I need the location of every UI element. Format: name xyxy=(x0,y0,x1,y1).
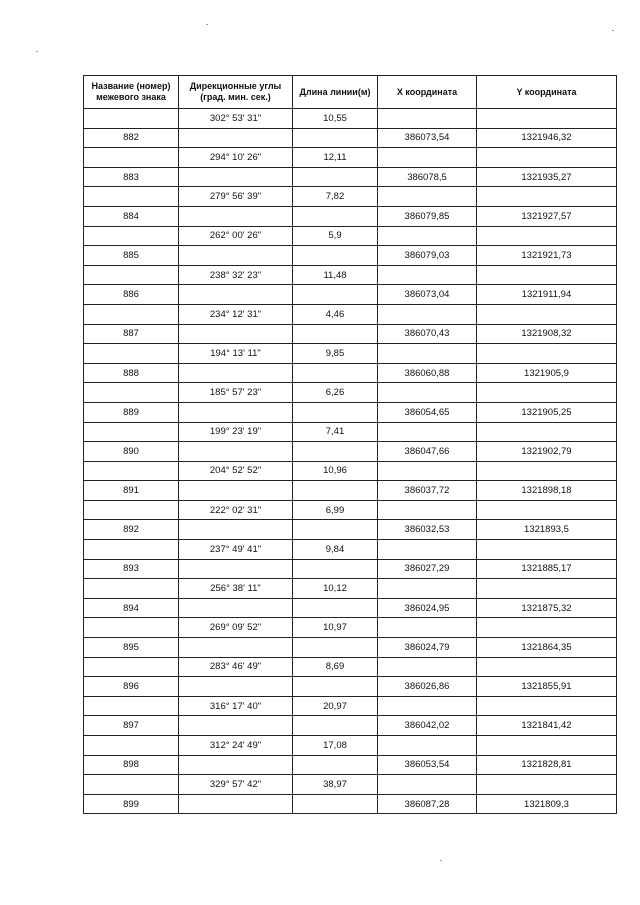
cell-marker-name: 895 xyxy=(84,638,179,658)
cell-y-coordinate xyxy=(477,422,617,442)
cell-line-length: 38,97 xyxy=(293,775,378,795)
cell-y-coordinate: 1321893,5 xyxy=(477,520,617,540)
cell-marker-name: 889 xyxy=(84,402,179,422)
cell-line-length xyxy=(293,638,378,658)
cell-line-length xyxy=(293,755,378,775)
cell-x-coordinate xyxy=(378,540,477,560)
cell-line-length xyxy=(293,167,378,187)
cell-x-coordinate: 386032,53 xyxy=(378,520,477,540)
cell-marker-name: 885 xyxy=(84,246,179,266)
cell-line-length xyxy=(293,324,378,344)
cell-line-length xyxy=(293,285,378,305)
cell-bearing: 329° 57' 42" xyxy=(179,775,293,795)
cell-line-length xyxy=(293,559,378,579)
cell-marker-name xyxy=(84,265,179,285)
cell-line-length: 10,55 xyxy=(293,109,378,129)
cell-marker-name: 890 xyxy=(84,442,179,462)
table-row xyxy=(84,618,617,638)
cell-bearing xyxy=(179,402,293,422)
cell-y-coordinate xyxy=(477,187,617,207)
cell-y-coordinate xyxy=(477,540,617,560)
cell-bearing: 316° 17' 40" xyxy=(179,696,293,716)
cell-bearing: 185° 57' 23" xyxy=(179,383,293,403)
table-row xyxy=(84,344,617,364)
cell-x-coordinate: 386024,79 xyxy=(378,638,477,658)
cell-line-length: 10,97 xyxy=(293,618,378,638)
cell-y-coordinate: 1321911,94 xyxy=(477,285,617,305)
table-row xyxy=(84,167,617,187)
cell-bearing: 237° 49' 41" xyxy=(179,540,293,560)
table-row xyxy=(84,206,617,226)
cell-bearing xyxy=(179,206,293,226)
header-marker-name: Название (номер) межевого знака xyxy=(84,76,179,109)
cell-line-length xyxy=(293,598,378,618)
scan-speck xyxy=(36,51,38,52)
table-row xyxy=(84,324,617,344)
cell-y-coordinate: 1321898,18 xyxy=(477,481,617,501)
table-row xyxy=(84,442,617,462)
cell-line-length: 20,97 xyxy=(293,696,378,716)
table-row xyxy=(84,304,617,324)
cell-x-coordinate xyxy=(378,775,477,795)
cell-y-coordinate xyxy=(477,226,617,246)
cell-bearing xyxy=(179,716,293,736)
cell-bearing: 262° 00' 26" xyxy=(179,226,293,246)
cell-line-length: 6,26 xyxy=(293,383,378,403)
cell-line-length xyxy=(293,246,378,266)
cell-y-coordinate xyxy=(477,383,617,403)
cell-x-coordinate: 386060,88 xyxy=(378,363,477,383)
cell-y-coordinate: 1321946,32 xyxy=(477,128,617,148)
cell-marker-name: 882 xyxy=(84,128,179,148)
cell-line-length: 8,69 xyxy=(293,657,378,677)
table-row xyxy=(84,500,617,520)
cell-marker-name xyxy=(84,226,179,246)
cell-bearing xyxy=(179,520,293,540)
cell-x-coordinate: 386079,03 xyxy=(378,246,477,266)
cell-bearing: 222° 02' 31" xyxy=(179,500,293,520)
cell-marker-name xyxy=(84,696,179,716)
table-row xyxy=(84,638,617,658)
header-y-coordinate: Y координата xyxy=(477,76,617,109)
cell-marker-name: 899 xyxy=(84,794,179,814)
cell-marker-name xyxy=(84,109,179,129)
cell-x-coordinate: 386037,72 xyxy=(378,481,477,501)
cell-line-length: 7,82 xyxy=(293,187,378,207)
table-row xyxy=(84,285,617,305)
cell-line-length xyxy=(293,481,378,501)
cell-x-coordinate: 386070,43 xyxy=(378,324,477,344)
cell-x-coordinate xyxy=(378,618,477,638)
cell-x-coordinate xyxy=(378,461,477,481)
cell-bearing: 283° 46' 49" xyxy=(179,657,293,677)
table-row xyxy=(84,148,617,168)
cell-marker-name xyxy=(84,422,179,442)
cell-line-length: 9,85 xyxy=(293,344,378,364)
cell-line-length: 10,12 xyxy=(293,579,378,599)
cell-marker-name xyxy=(84,304,179,324)
scan-speck xyxy=(206,24,208,25)
cell-marker-name: 892 xyxy=(84,520,179,540)
cell-y-coordinate: 1321864,35 xyxy=(477,638,617,658)
cell-bearing: 199° 23' 19" xyxy=(179,422,293,442)
cell-line-length: 5,9 xyxy=(293,226,378,246)
cell-line-length xyxy=(293,794,378,814)
cell-y-coordinate: 1321828,81 xyxy=(477,755,617,775)
table-row xyxy=(84,677,617,697)
cell-y-coordinate: 1321885,17 xyxy=(477,559,617,579)
cell-line-length xyxy=(293,716,378,736)
cell-y-coordinate xyxy=(477,500,617,520)
cell-bearing: 294° 10' 26" xyxy=(179,148,293,168)
table-row xyxy=(84,755,617,775)
cell-marker-name: 897 xyxy=(84,716,179,736)
cell-marker-name xyxy=(84,344,179,364)
cell-marker-name xyxy=(84,187,179,207)
cell-line-length xyxy=(293,677,378,697)
cell-line-length xyxy=(293,402,378,422)
table-row xyxy=(84,736,617,756)
cell-marker-name: 891 xyxy=(84,481,179,501)
cell-bearing xyxy=(179,481,293,501)
table-row xyxy=(84,598,617,618)
cell-y-coordinate xyxy=(477,265,617,285)
cell-line-length: 6,99 xyxy=(293,500,378,520)
table-row xyxy=(84,794,617,814)
cell-y-coordinate xyxy=(477,148,617,168)
cell-marker-name xyxy=(84,579,179,599)
cell-bearing xyxy=(179,128,293,148)
cell-y-coordinate xyxy=(477,304,617,324)
header-line-length: Длина линии(м) xyxy=(293,76,378,109)
cell-bearing xyxy=(179,598,293,618)
table-row xyxy=(84,187,617,207)
cell-x-coordinate xyxy=(378,265,477,285)
cell-line-length: 17,08 xyxy=(293,736,378,756)
cell-y-coordinate xyxy=(477,579,617,599)
cell-x-coordinate xyxy=(378,500,477,520)
cell-x-coordinate xyxy=(378,696,477,716)
cell-bearing: 234° 12' 31" xyxy=(179,304,293,324)
cell-x-coordinate: 386026,86 xyxy=(378,677,477,697)
scan-speck xyxy=(612,30,614,31)
cell-y-coordinate: 1321921,73 xyxy=(477,246,617,266)
cell-x-coordinate: 386079,85 xyxy=(378,206,477,226)
cell-marker-name xyxy=(84,500,179,520)
cell-line-length xyxy=(293,442,378,462)
cell-x-coordinate xyxy=(378,109,477,129)
cell-bearing: 269° 09' 52" xyxy=(179,618,293,638)
cell-y-coordinate xyxy=(477,461,617,481)
cell-y-coordinate: 1321905,25 xyxy=(477,402,617,422)
cell-x-coordinate xyxy=(378,422,477,442)
cell-line-length xyxy=(293,206,378,226)
cell-marker-name xyxy=(84,148,179,168)
cell-x-coordinate: 386047,66 xyxy=(378,442,477,462)
cell-x-coordinate: 386087,28 xyxy=(378,794,477,814)
cell-x-coordinate xyxy=(378,736,477,756)
cell-y-coordinate: 1321908,32 xyxy=(477,324,617,344)
cell-line-length: 4,46 xyxy=(293,304,378,324)
table-row xyxy=(84,696,617,716)
cell-y-coordinate: 1321855,91 xyxy=(477,677,617,697)
cell-x-coordinate: 386073,04 xyxy=(378,285,477,305)
cell-bearing: 302° 53' 31" xyxy=(179,109,293,129)
cell-line-length: 7,41 xyxy=(293,422,378,442)
cell-marker-name: 894 xyxy=(84,598,179,618)
header-bearing: Дирекционные углы (град. мин. сек.) xyxy=(179,76,293,109)
cell-marker-name xyxy=(84,383,179,403)
cell-bearing xyxy=(179,167,293,187)
table-row xyxy=(84,109,617,129)
cell-marker-name: 893 xyxy=(84,559,179,579)
cell-x-coordinate: 386073,54 xyxy=(378,128,477,148)
table-row xyxy=(84,540,617,560)
cell-marker-name xyxy=(84,461,179,481)
cell-bearing xyxy=(179,559,293,579)
cell-y-coordinate: 1321927,57 xyxy=(477,206,617,226)
cell-x-coordinate: 386054,65 xyxy=(378,402,477,422)
table-header-row xyxy=(84,76,617,109)
cell-bearing xyxy=(179,246,293,266)
table-row xyxy=(84,422,617,442)
cell-y-coordinate xyxy=(477,775,617,795)
cell-bearing xyxy=(179,442,293,462)
cell-bearing xyxy=(179,794,293,814)
cell-marker-name xyxy=(84,736,179,756)
cell-bearing xyxy=(179,638,293,658)
cell-bearing xyxy=(179,324,293,344)
table-row xyxy=(84,559,617,579)
cell-x-coordinate: 386053,54 xyxy=(378,755,477,775)
cell-marker-name: 883 xyxy=(84,167,179,187)
table-row xyxy=(84,265,617,285)
cell-marker-name: 888 xyxy=(84,363,179,383)
table-row xyxy=(84,481,617,501)
cell-x-coordinate xyxy=(378,187,477,207)
cell-bearing: 256° 38' 11" xyxy=(179,579,293,599)
table-row xyxy=(84,775,617,795)
cell-marker-name: 884 xyxy=(84,206,179,226)
table-row xyxy=(84,520,617,540)
cell-x-coordinate: 386078,5 xyxy=(378,167,477,187)
cell-bearing xyxy=(179,285,293,305)
table-row xyxy=(84,579,617,599)
cell-y-coordinate: 1321935,27 xyxy=(477,167,617,187)
cell-y-coordinate: 1321875,32 xyxy=(477,598,617,618)
cell-bearing: 194° 13' 11" xyxy=(179,344,293,364)
cell-line-length xyxy=(293,520,378,540)
cell-line-length: 9,84 xyxy=(293,540,378,560)
table-row xyxy=(84,716,617,736)
scan-speck xyxy=(440,860,442,861)
cell-marker-name xyxy=(84,775,179,795)
cell-x-coordinate: 386042,02 xyxy=(378,716,477,736)
cell-x-coordinate xyxy=(378,226,477,246)
cell-y-coordinate: 1321841,42 xyxy=(477,716,617,736)
table-row xyxy=(84,383,617,403)
cell-x-coordinate xyxy=(378,344,477,364)
cell-marker-name xyxy=(84,657,179,677)
cell-line-length: 10,96 xyxy=(293,461,378,481)
cell-bearing xyxy=(179,755,293,775)
cell-y-coordinate: 1321809,3 xyxy=(477,794,617,814)
cell-y-coordinate: 1321905,9 xyxy=(477,363,617,383)
cell-y-coordinate xyxy=(477,696,617,716)
boundary-coordinates-table xyxy=(83,75,617,814)
cell-y-coordinate xyxy=(477,657,617,677)
cell-line-length xyxy=(293,128,378,148)
cell-bearing xyxy=(179,363,293,383)
cell-bearing: 279° 56' 39" xyxy=(179,187,293,207)
cell-x-coordinate xyxy=(378,579,477,599)
cell-bearing xyxy=(179,677,293,697)
cell-x-coordinate: 386027,29 xyxy=(378,559,477,579)
cell-y-coordinate xyxy=(477,736,617,756)
table-row xyxy=(84,657,617,677)
cell-y-coordinate xyxy=(477,618,617,638)
cell-line-length xyxy=(293,363,378,383)
cell-y-coordinate: 1321902,79 xyxy=(477,442,617,462)
cell-marker-name: 896 xyxy=(84,677,179,697)
cell-y-coordinate xyxy=(477,344,617,364)
cell-x-coordinate xyxy=(378,304,477,324)
cell-bearing: 312° 24' 49" xyxy=(179,736,293,756)
table-row xyxy=(84,246,617,266)
header-x-coordinate: Х координата xyxy=(378,76,477,109)
cell-marker-name: 887 xyxy=(84,324,179,344)
cell-bearing: 238° 32' 23" xyxy=(179,265,293,285)
cell-marker-name: 886 xyxy=(84,285,179,305)
table-row xyxy=(84,128,617,148)
cell-line-length: 12,11 xyxy=(293,148,378,168)
cell-x-coordinate xyxy=(378,383,477,403)
cell-bearing: 204° 52' 52" xyxy=(179,461,293,481)
cell-x-coordinate: 386024,95 xyxy=(378,598,477,618)
table-row xyxy=(84,402,617,422)
cell-marker-name: 898 xyxy=(84,755,179,775)
cell-marker-name xyxy=(84,618,179,638)
table-body xyxy=(84,109,617,814)
table-row xyxy=(84,461,617,481)
table-row xyxy=(84,226,617,246)
cell-x-coordinate xyxy=(378,657,477,677)
cell-marker-name xyxy=(84,540,179,560)
cell-y-coordinate xyxy=(477,109,617,129)
cell-line-length: 11,48 xyxy=(293,265,378,285)
cell-x-coordinate xyxy=(378,148,477,168)
table-row xyxy=(84,363,617,383)
